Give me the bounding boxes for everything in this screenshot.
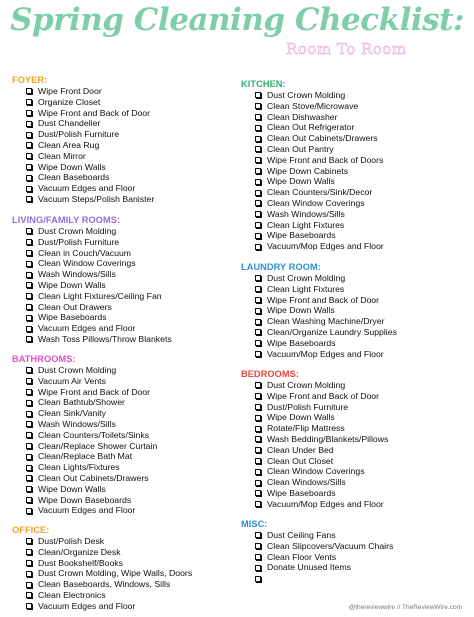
checkbox[interactable] — [255, 426, 261, 432]
page-title: Spring Cleaning Checklist: — [10, 2, 464, 38]
checklist-item-label: Clean Counters/Toilets/Sinks — [38, 429, 150, 440]
checklist-item-label: Donate Unused Items — [267, 562, 352, 573]
section-title-kitchen: KITCHEN: — [241, 79, 286, 89]
checkbox[interactable] — [255, 480, 261, 486]
checklist-item-label: Dust/Polish Furniture — [38, 129, 120, 140]
checklist-item — [12, 558, 237, 569]
checkbox[interactable] — [26, 164, 32, 170]
checklist-item — [241, 209, 466, 220]
checklist-item — [12, 441, 237, 452]
checklist-item-label: Clean Baseboards, Windows, Sills — [38, 579, 171, 590]
section-bathrooms — [12, 353, 237, 516]
checklist-kitchen — [241, 90, 466, 252]
checklist-item-label: Vacuum Edges and Floor — [38, 600, 136, 611]
checkbox[interactable] — [26, 400, 32, 406]
checklist-item-label: Wash Windows/Sills — [267, 208, 345, 219]
checklist-item-label: Wipe Down Walls — [267, 176, 335, 187]
checkbox[interactable] — [26, 175, 32, 181]
checklist-item — [12, 140, 237, 151]
checklist-item — [12, 376, 237, 387]
checklist-item — [241, 466, 466, 477]
checkbox[interactable] — [26, 367, 32, 373]
checkbox[interactable] — [255, 501, 261, 507]
checkbox[interactable] — [255, 404, 261, 410]
checklist-item — [241, 562, 466, 573]
checkbox[interactable] — [26, 326, 32, 332]
checklist-item — [12, 590, 237, 601]
checkbox[interactable] — [26, 603, 32, 609]
checklist-item-label: Vacuum Air Vents — [38, 375, 106, 386]
checklist-item — [241, 445, 466, 456]
checklist-item — [241, 122, 466, 133]
checklist-item-label: Dust Crown Molding — [38, 365, 117, 375]
checkbox[interactable] — [26, 389, 32, 395]
checkbox[interactable] — [255, 297, 261, 303]
checklist-misc — [241, 530, 466, 584]
checkbox[interactable] — [255, 146, 261, 152]
checklist-item — [241, 423, 466, 434]
checklist-item — [241, 230, 466, 241]
checklist-item-label: Clean Mirror — [38, 150, 86, 161]
checklist-item — [12, 118, 237, 129]
checklist-item-label: Wipe Front and Back of Doors — [267, 154, 384, 165]
section-foyer — [12, 74, 237, 205]
checklist-item — [12, 568, 237, 579]
checkbox[interactable] — [255, 415, 261, 421]
section-title-foyer: FOYER: — [12, 75, 48, 85]
checkbox[interactable] — [255, 458, 261, 464]
checklist-bathrooms — [12, 365, 237, 516]
checklist-item-label: Dust Crown Molding — [38, 226, 117, 236]
checklist-item-label: Wipe Front and Back of Door — [267, 390, 380, 401]
checklist-item-label: Vacuum/Mop Edges and Floor — [267, 348, 384, 359]
checklist-item-label: Clean/Organize Laundry Supplies — [267, 326, 397, 337]
checklist-office — [12, 536, 237, 612]
checkbox[interactable] — [255, 92, 261, 98]
section-living — [12, 214, 237, 345]
checklist-item — [241, 573, 466, 584]
checklist-item-label: Clean Light Fixtures — [267, 283, 345, 294]
checkbox[interactable] — [255, 200, 261, 206]
checklist-item — [241, 176, 466, 187]
checklist-item — [12, 419, 237, 430]
checkbox[interactable] — [255, 211, 261, 217]
checklist-item — [12, 601, 237, 612]
checkbox[interactable] — [255, 168, 261, 174]
checklist-item — [12, 162, 237, 173]
checklist-item-label: Vacuum Edges and Floor — [38, 505, 136, 516]
checkbox[interactable] — [26, 121, 32, 127]
checklist-item — [12, 484, 237, 495]
checkbox[interactable] — [255, 136, 261, 142]
checklist-item — [241, 305, 466, 316]
checklist-item-label: Wash Toss Pillows/Throw Blankets — [38, 333, 172, 344]
checkbox[interactable] — [26, 99, 32, 105]
checkbox[interactable] — [26, 475, 32, 481]
checkbox[interactable] — [26, 282, 32, 288]
checklist-item-label: Clean Lights/Fixtures — [38, 462, 120, 473]
checklist-item — [12, 365, 237, 376]
checklist-item-label: Clean Dishwasher — [267, 111, 338, 122]
checkbox[interactable] — [26, 293, 32, 299]
checklist-item-label: Wipe Front and Back of Door — [38, 386, 151, 397]
checkbox[interactable] — [255, 286, 261, 292]
page-subtitle: Room To Room — [286, 40, 407, 58]
checklist-item — [12, 334, 237, 345]
checklist-item-label: Vacuum Edges and Floor — [38, 323, 136, 334]
checklist-item — [241, 391, 466, 402]
checkbox[interactable] — [26, 454, 32, 460]
checklist-item-label: Clean Light Fixtures — [267, 219, 345, 230]
checklist-item — [241, 488, 466, 499]
checklist-item-label: Clean Bathtub/Shower — [38, 397, 125, 408]
checklist-item — [12, 108, 237, 119]
checklist-item-label: Wipe Front and Back of Door — [38, 107, 151, 118]
checklist-item-label: Wipe Down Walls — [38, 483, 106, 494]
checklist-item — [241, 133, 466, 144]
checklist-item-label: Vacuum Edges and Floor — [38, 183, 136, 194]
checklist-item — [12, 430, 237, 441]
checklist-item — [241, 349, 466, 360]
checklist-item — [12, 397, 237, 408]
checkbox[interactable] — [255, 565, 261, 571]
checklist-item-label: Dust/Polish Furniture — [38, 236, 120, 247]
checklist-item — [12, 269, 237, 280]
checklist-item — [12, 183, 237, 194]
checklist-item-label: Vacuum/Mop Edges and Floor — [267, 498, 384, 509]
checklist-item — [241, 273, 466, 284]
checklist-item — [241, 552, 466, 563]
checklist-item-label: Clean Stove/Microwave — [267, 100, 359, 111]
checklist-item-label: Clean Sink/Vanity — [38, 408, 106, 419]
checklist-item — [241, 101, 466, 112]
checklist-item-label: Clean Out Closet — [267, 455, 334, 466]
checklist-item — [12, 194, 237, 205]
checklist-item-label: Clean Out Cabinets/Drawers — [38, 472, 149, 483]
footer-credit: @thereviewwire // TheReviewWire.com — [348, 604, 462, 611]
checklist-item-label: Wipe Baseboards — [267, 230, 336, 241]
checklist-item-label: Clean Window Coverings — [267, 466, 365, 477]
checkbox[interactable] — [255, 275, 261, 281]
checkbox[interactable] — [26, 239, 32, 245]
checklist-item-label: Clean Electronics — [38, 589, 106, 600]
checklist-item-label: Clean in Couch/Vacuum — [38, 247, 132, 258]
checkbox[interactable] — [255, 114, 261, 120]
checkbox[interactable] — [255, 179, 261, 185]
checkbox[interactable] — [26, 411, 32, 417]
checkbox[interactable] — [26, 549, 32, 555]
checklist-item — [241, 90, 466, 101]
checklist-item — [12, 536, 237, 547]
checklist-item — [241, 284, 466, 295]
checkbox[interactable] — [26, 304, 32, 310]
checklist-item-label: Rotate/Flip Mattress — [267, 423, 345, 434]
checklist-item-label: Clean Baseboards — [38, 172, 110, 183]
checklist-item — [241, 412, 466, 423]
section-misc — [241, 518, 466, 584]
checklist-item-label: Dust Crown Molding — [267, 380, 346, 390]
checkbox[interactable] — [255, 554, 261, 560]
checklist-item-label: Clean Window Coverings — [267, 197, 365, 208]
checklist-item — [12, 547, 237, 558]
checklist-item-label: Wipe Front Door — [38, 86, 102, 96]
checkbox[interactable] — [26, 538, 32, 544]
checklist-item-label: Clean Slipcovers/Vacuum Chairs — [267, 540, 394, 551]
checkbox[interactable] — [255, 490, 261, 496]
checkbox[interactable] — [255, 125, 261, 131]
section-title-bathrooms: BATHROOMS: — [12, 354, 76, 364]
checklist-item — [241, 198, 466, 209]
checklist-item — [12, 291, 237, 302]
checklist-item-label: Clean Out Cabinets/Drawers — [267, 133, 378, 144]
checklist-item-label: Dust/Polish Furniture — [267, 401, 349, 412]
checkbox[interactable] — [255, 319, 261, 325]
checkbox[interactable] — [255, 393, 261, 399]
checklist-item — [241, 112, 466, 123]
checkbox[interactable] — [255, 469, 261, 475]
checklist-item — [12, 473, 237, 484]
checklist-item — [241, 316, 466, 327]
checklist-item-label: Clean Floor Vents — [267, 551, 337, 562]
checklist-item-label: Wipe Down Cabinets — [267, 165, 349, 176]
checklist-item — [241, 530, 466, 541]
checkbox[interactable] — [26, 186, 32, 192]
checklist-item — [241, 166, 466, 177]
checklist-item — [241, 327, 466, 338]
checkbox[interactable] — [255, 382, 261, 388]
checklist-item — [12, 579, 237, 590]
checkbox[interactable] — [26, 336, 32, 342]
checkbox[interactable] — [26, 153, 32, 159]
checklist-item-label: Wipe Down Baseboards — [38, 494, 132, 505]
checkbox[interactable] — [26, 261, 32, 267]
checklist-item-label: Wash Windows/Sills — [38, 418, 116, 429]
checklist-living — [12, 226, 237, 345]
checkbox[interactable] — [255, 543, 261, 549]
section-bedrooms — [241, 368, 466, 510]
checklist-item — [12, 451, 237, 462]
checkbox[interactable] — [26, 508, 32, 514]
checkbox[interactable] — [255, 351, 261, 357]
checklist-item — [241, 155, 466, 166]
checklist-item — [241, 380, 466, 391]
checklist-item-label: Clean Washing Machine/Dryer — [267, 316, 385, 327]
section-office — [12, 524, 237, 612]
checkbox[interactable] — [255, 532, 261, 538]
checkbox[interactable] — [26, 497, 32, 503]
checklist-item — [241, 295, 466, 306]
checklist-item-label: Dust Ceiling Fans — [267, 530, 336, 540]
checkbox[interactable] — [26, 432, 32, 438]
section-title-bedrooms: BEDROOMS: — [241, 369, 300, 379]
checklist-item — [12, 505, 237, 516]
checkbox[interactable] — [255, 308, 261, 314]
checklist-item-label: Wipe Baseboards — [38, 312, 107, 323]
checklist-item-label: Clean Out Refrigerator — [267, 122, 355, 133]
checklist-item-label: Organize Closet — [38, 96, 101, 107]
checkbox[interactable] — [255, 329, 261, 335]
checklist-item — [12, 151, 237, 162]
checklist-item-label: Dust Crown Molding, Wipe Walls, Doors — [38, 568, 193, 579]
checklist-item-label: Clean/Organize Desk — [38, 546, 121, 557]
checklist-item-label: Clean Out Drawers — [38, 301, 112, 312]
checklist-item — [12, 323, 237, 334]
checkbox[interactable] — [255, 576, 261, 582]
checklist-item-label: Dust Crown Molding — [267, 273, 346, 283]
checklist-bedrooms — [241, 380, 466, 510]
checklist-item — [241, 541, 466, 552]
checklist-item-label: Wipe Down Walls — [267, 305, 335, 316]
checkbox[interactable] — [26, 88, 32, 94]
checkbox[interactable] — [26, 421, 32, 427]
checklist-item — [241, 456, 466, 467]
checkbox[interactable] — [26, 560, 32, 566]
checkbox[interactable] — [26, 443, 32, 449]
checklist-item-label: Vacuum/Mop Edges and Floor — [267, 241, 384, 252]
checklist-item — [12, 237, 237, 248]
checklist-item-label: Wipe Baseboards — [267, 337, 336, 348]
checkbox[interactable] — [26, 582, 32, 588]
checklist-item-label: Clean/Replace Shower Curtain — [38, 440, 158, 451]
checkbox[interactable] — [255, 233, 261, 239]
checklist-item-label: Clean/Replace Bath Mat — [38, 451, 133, 462]
checkbox[interactable] — [26, 142, 32, 148]
checklist-item — [12, 97, 237, 108]
checklist-item-label: Dust Chandelier — [38, 118, 101, 129]
checklist-item — [12, 495, 237, 506]
checkbox[interactable] — [255, 190, 261, 196]
section-kitchen — [241, 78, 466, 252]
section-laundry — [241, 261, 466, 359]
checklist-item-label: Clean Out Pantry — [267, 143, 334, 154]
checklist-item-label: Clean Under Bed — [267, 444, 334, 455]
checklist-item — [12, 408, 237, 419]
checklist-item — [241, 144, 466, 155]
checkbox[interactable] — [26, 250, 32, 256]
checklist-item — [12, 129, 237, 140]
checklist-laundry — [241, 273, 466, 359]
checkbox[interactable] — [26, 110, 32, 116]
checkbox[interactable] — [26, 592, 32, 598]
section-title-office: OFFICE: — [12, 525, 50, 535]
checklist-item — [241, 477, 466, 488]
checklist-item — [12, 172, 237, 183]
section-title-living: LIVING/FAMILY ROOMS: — [12, 215, 121, 225]
checkbox[interactable] — [26, 378, 32, 384]
section-title-misc: MISC: — [241, 519, 268, 529]
checklist-item — [241, 220, 466, 231]
checklist-item — [12, 312, 237, 323]
checkbox[interactable] — [26, 571, 32, 577]
checklist-item-label: Wipe Down Walls — [38, 161, 106, 172]
checklist-item — [241, 241, 466, 252]
checklist-item — [12, 86, 237, 97]
checklist-foyer — [12, 86, 237, 205]
checkbox[interactable] — [255, 436, 261, 442]
checklist-item-label: Clean Area Rug — [38, 139, 100, 150]
checklist-item-label: Clean Window Coverings — [38, 258, 136, 269]
checklist-item — [12, 387, 237, 398]
checklist-item-label: Clean Windows/Sills — [267, 477, 346, 488]
checkbox[interactable] — [255, 447, 261, 453]
checklist-item-label: Dust Crown Molding — [267, 90, 346, 100]
checklist-item-label: Wash Windows/Sills — [38, 269, 116, 280]
checkbox[interactable] — [255, 340, 261, 346]
checklist-item — [12, 248, 237, 259]
checklist-item-label: Vacuum Steps/Polish Banister — [38, 193, 155, 204]
checklist-item — [12, 462, 237, 473]
checkbox[interactable] — [26, 132, 32, 138]
checklist-item — [12, 258, 237, 269]
checkbox[interactable] — [255, 244, 261, 250]
checkbox[interactable] — [255, 222, 261, 228]
checklist-item-label: Wipe Front and Back of Door — [267, 294, 380, 305]
checklist-item — [12, 226, 237, 237]
checkbox[interactable] — [255, 157, 261, 163]
checklist-item-label: Clean Light Fixtures/Ceiling Fan — [38, 290, 162, 301]
checkbox[interactable] — [26, 465, 32, 471]
checklist-item — [12, 280, 237, 291]
checkbox[interactable] — [26, 272, 32, 278]
checklist-item — [241, 434, 466, 445]
checklist-item-label: Dust Bookshelf/Books — [38, 557, 123, 568]
checklist-item-label: Wipe Baseboards — [267, 487, 336, 498]
checklist-item-label: Wipe Down Walls — [38, 279, 106, 290]
checkbox[interactable] — [26, 315, 32, 321]
checklist-item-label: Clean Counters/Sink/Decor — [267, 187, 373, 198]
checkbox[interactable] — [26, 486, 32, 492]
checklist-item — [241, 338, 466, 349]
checklist-item — [241, 499, 466, 510]
section-title-laundry: LAUNDRY ROOM: — [241, 262, 321, 272]
checklist-item-label: Wash Bedding/Blankets/Pillows — [267, 433, 389, 444]
checklist-item — [12, 302, 237, 313]
checkbox[interactable] — [255, 103, 261, 109]
checkbox[interactable] — [26, 196, 32, 202]
checklist-item-label: Dust/Polish Desk — [38, 536, 105, 546]
checkbox[interactable] — [26, 228, 32, 234]
checklist-item-label: Wipe Down Walls — [267, 412, 335, 423]
checklist-item — [241, 402, 466, 413]
checklist-item — [241, 187, 466, 198]
